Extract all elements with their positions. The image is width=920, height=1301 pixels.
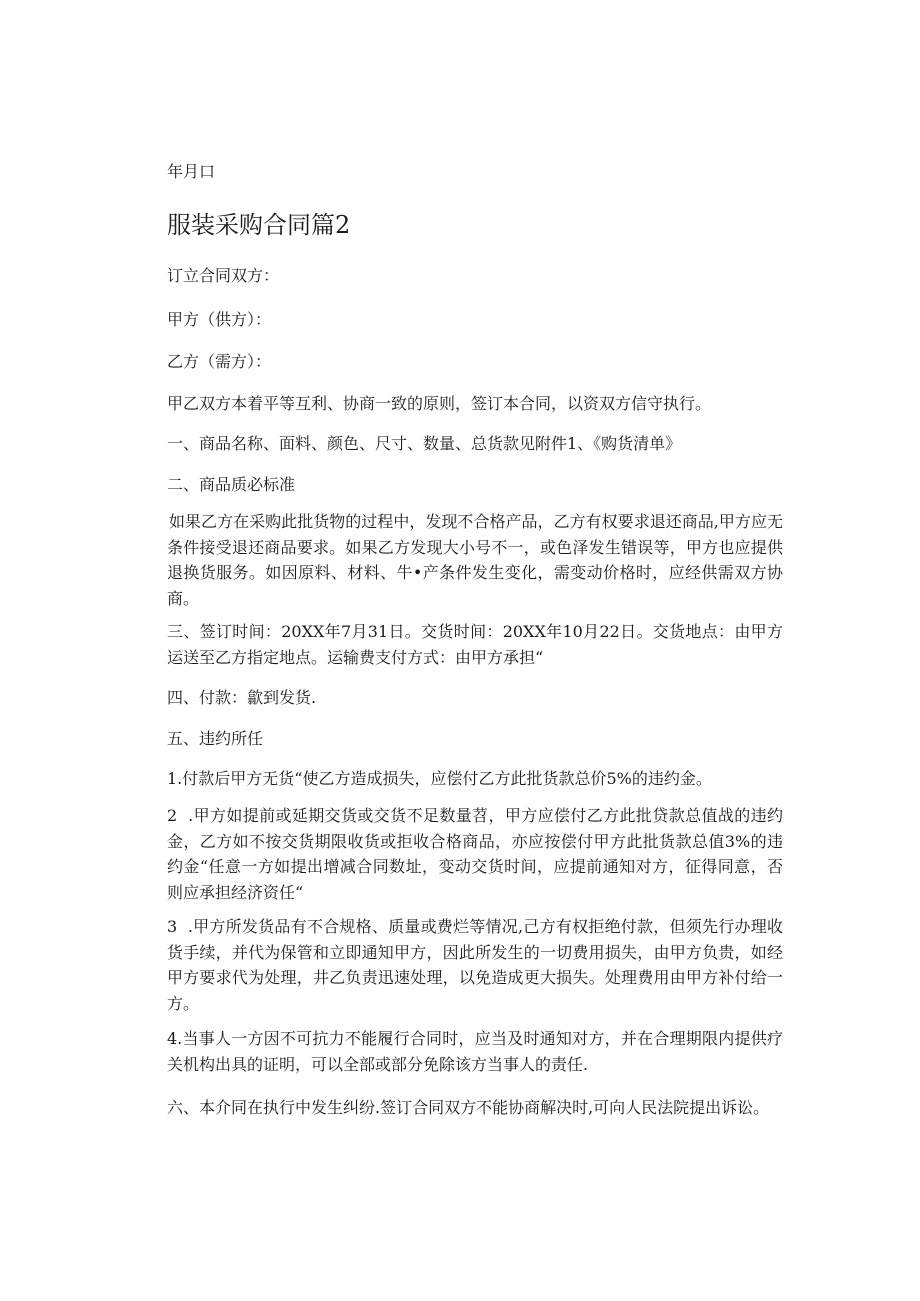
- clause-6-paragraph: 六、本介同在执行中发生纠纷.签订合同双方不能协商解决时,可向人民法院提出诉讼。: [167, 1098, 770, 1117]
- clause-3-paragraph: 三、签订时间：20XX年7月31日。交货时间：20XX年10月22日。交货地点：由甲方运送至乙方指定地点。运输费支付方式：由甲方承担“: [167, 622, 783, 667]
- clause-5-item-2: 2 .甲方如提前或延期交货或交货不足数量苕，甲方应偿付乙方此批贷款总值战的违约金，乙方如不按交货期限收货或拒收合格商品，亦应按偿付甲方此批货款总值3%的违约金“任意一方如提出增减合同数址，变动交货时间，应提前通知对方，征得同意，否则应承担经济资任“: [167, 806, 783, 902]
- preamble-paragraph: 甲乙双方本着平等互利、协商一致的原则，签订本合同，以资双方信守执行。: [167, 394, 712, 413]
- party-b-line: 乙方（需方）：: [167, 352, 272, 371]
- date-line: 年月口: [167, 162, 216, 181]
- clause-2-heading: 二、商品质必标准: [167, 475, 296, 494]
- clause-4-paragraph: 四、付款：歙到发货.: [167, 688, 317, 707]
- clause-5-item-1: 1.付款后甲方无货“使乙方造成损失，应偿付乙方此批货款总价5%的违约金。: [167, 769, 712, 788]
- parties-intro: 订立合同双方：: [167, 266, 280, 285]
- clause-5-item-3: 3 .甲方所发货品有不合规格、质量或费烂等情况,己方有权拒绝付款，但须先行办理收货手续，并代为保管和立即通知甲方，因此所发生的一切费用损失，由甲方负贵，如经甲方要求代为处理，井乙负责迅速处理，以免造成更大损失。处理费用由甲方补付给一方。: [167, 917, 783, 1013]
- clause-2-body: 如果乙方在采购此批货物的过程中，发现不合格产品，乙方有权要求退还商品,甲方应无条件接受退还商品要求。如果乙方发现大小号不一，或色泽发生错误等，甲方也应提供退换货服务。如因原料、材料、牛•产条件发生变化，需变动价格时，应经供需双方协商。: [167, 512, 783, 608]
- clause-5-item-4: 4.当事人一方因不可抗力不能履行合同时，应当及时通知对方，并在合理期限内提供疗关机构出具的证明，可以全部或部分免除该方当事人的责任.: [167, 1029, 783, 1074]
- clause-1-paragraph: 一、商品名称、面料、颜色、尺寸、数量、总货款见附件1、《购货清单》: [167, 434, 682, 453]
- page-title: 服装采购合同篇2: [167, 211, 351, 239]
- party-a-line: 甲方（供方）：: [167, 310, 272, 329]
- clause-5-heading: 五、违约所任: [167, 729, 264, 748]
